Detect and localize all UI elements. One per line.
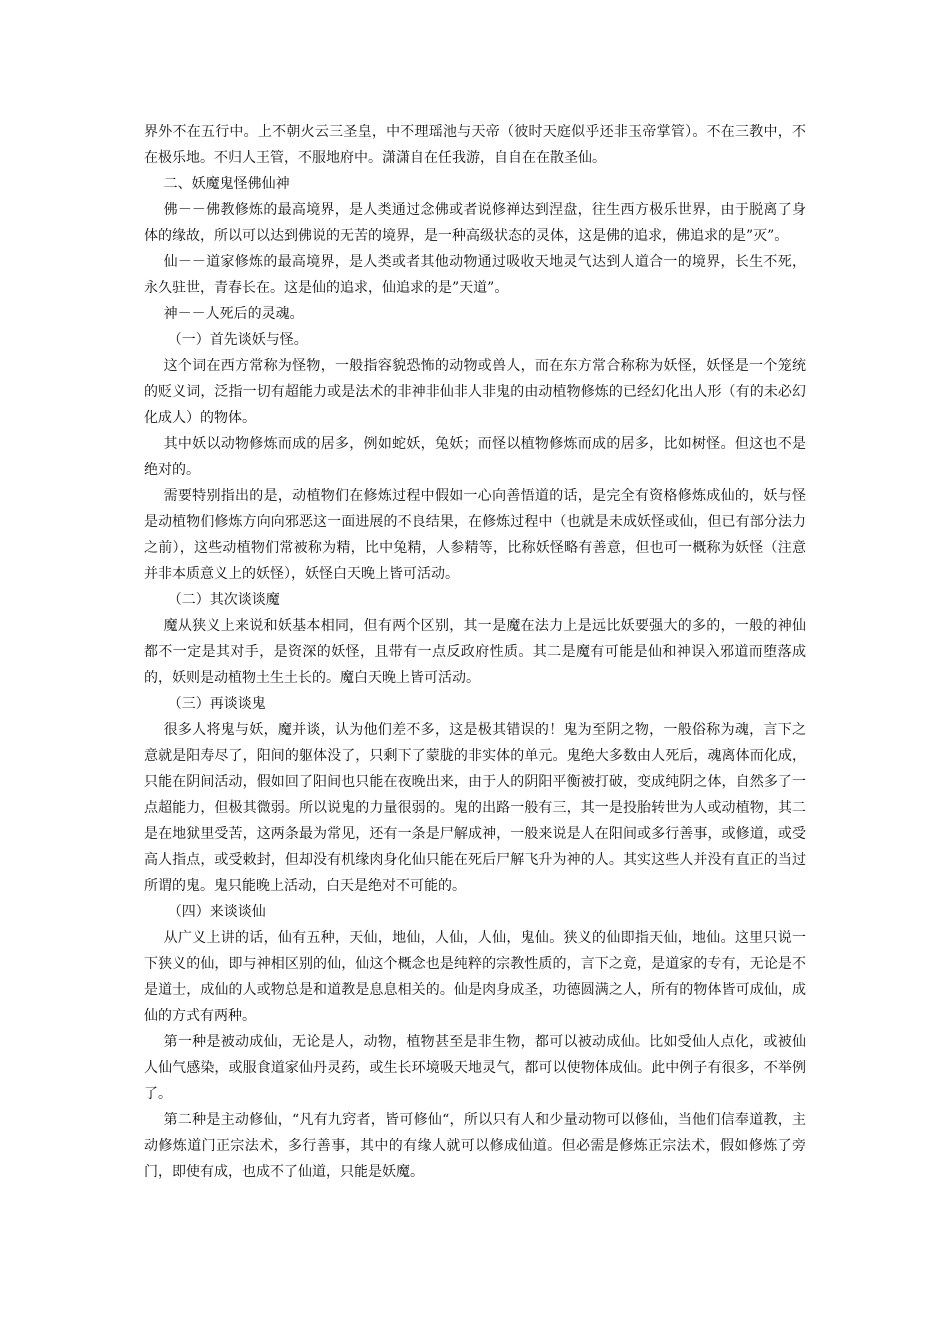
paragraph-continued: 界外不在五行中。上不朝火云三圣皇，中不理瑶池与天帝（彼时天庭似乎还非玉帝掌管）。不在三教中，不在极乐地。不归人王管，不服地府中。潇潇自在任我游，自自在在散圣仙。 [144, 124, 806, 166]
paragraph-xian-4: 第二种是主动修仙，“凡有九窍者，皆可修仙“，所以只有人和少量动物可以修仙，当他们信奉道教，主动修炼道门正宗法术，多行善事，其中的有缘人就可以修成仙道。但必需是修炼正宗法术，假如修炼了旁门，即使有成，也成不了仙道，只能是妖魔。 [144, 1112, 806, 1180]
subheading-mo: （二）其次谈谈魔 [167, 592, 280, 608]
paragraph-xian-3: 第一种是被动成仙，无论是人，动物，植物甚至是非生物，都可以被动成仙。比如受仙人点化，或被仙人仙气感染，或服食道家仙丹灵药，或生长环境吸天地灵气，都可以使物体成仙。此中例子有很多，不举例了。 [144, 1034, 806, 1102]
subheading-gui: （三）再谈谈鬼 [167, 696, 266, 712]
paragraph-yao-3: 需要特别指出的是，动植物们在修炼过程中假如一心向善悟道的话，是完全有资格修炼成仙的，妖与怪是动植物们修炼方向向邪恶这一面进展的不良结果，在修炼过程中（也就是未成妖怪或仙，但已有部分法力之前），这些动植物们常被称为精，比中兔精，人参精等，比称妖怪略有善意，但也可一概称为妖怪（注意并非本质意义上的妖怪），妖怪白天晚上皆可活动。 [144, 488, 806, 582]
paragraph-shen: 神－－人死后的灵魂。 [163, 306, 304, 322]
document-body [144, 119, 806, 1185]
subheading-yao-guai: （一）首先谈妖与怪。 [167, 332, 308, 348]
subheading-xian: （四）来谈谈仙 [167, 904, 266, 920]
paragraph-yao-2: 其中妖以动物修炼而成的居多，例如蛇妖，兔妖；而怪以植物修炼而成的居多，比如树怪。但这也不是绝对的。 [144, 436, 806, 478]
section-heading: 二、妖魔鬼怪佛仙神 [163, 176, 290, 192]
paragraph-yao-1: 这个词在西方常称为怪物，一般指容貌恐怖的动物或兽人，而在东方常合称称为妖怪，妖怪是一个笼统的贬义词，泛指一切有超能力或是法术的非神非仙非人非鬼的由动植物修炼的已经幻化出人形（有的未必幻化成人）的物体。 [144, 358, 806, 426]
paragraph-fo: 佛－－佛教修炼的最高境界，是人类通过念佛或者说修禅达到涅盘，往生西方极乐世界，由于脱离了身体的缘故，所以可以达到佛说的无苦的境界，是一种高级状态的灵体，这是佛的追求，佛追求的是”灭”。 [144, 202, 806, 244]
paragraph-xian-2: 从广义上讲的话，仙有五种，天仙，地仙，人仙，人仙，鬼仙。狭义的仙即指天仙，地仙。这里只说一下狭义的仙，即与神相区别的仙，仙这个概念也是纯粹的宗教性质的，言下之竟，是道家的专有，无论是不是道士，成仙的人或物总是和道教是息息相关的。仙是肉身成圣，功德圆满之人，所有的物体皆可成仙，成仙的方式有两种。 [144, 930, 806, 1024]
paragraph-gui: 很多人将鬼与妖，魔并谈，认为他们差不多，这是极其错误的！鬼为至阴之物，一般俗称为魂，言下之意就是阳寿尽了，阳间的躯体没了，只剩下了蒙胧的非实体的单元。鬼绝大多数由人死后，魂离体而化成，只能在阴间活动，假如回了阳间也只能在夜晚出来，由于人的阴阳平衡被打破，变成纯阴之体，自然多了一点超能力，但极其微弱。所以说鬼的力量很弱的。鬼的出路一般有三，其一是投胎转世为人或动植物，其二是在地狱里受苦，这两条最为常见，还有一条是尸解成神，一般来说是人在阳间或多行善事，或修道，或受高人指点，或受敕封，但却没有机缘肉身化仙只能在死后尸解飞升为神的人。其实这些人并没有直正的当过所谓的鬼。鬼只能晚上活动，白天是绝对不可能的。 [144, 722, 806, 894]
paragraph-xian: 仙－－道家修炼的最高境界，是人类或者其他动物通过吸收天地灵气达到人道合一的境界，长生不死，永久驻世，青春长在。这是仙的追求，仙追求的是”天道”。 [144, 254, 806, 296]
paragraph-mo: 魔从狭义上来说和妖基本相同，但有两个区别，其一是魔在法力上是远比妖要强大的多的，一般的神仙都不一定是其对手，是资深的妖怪，且带有一点反政府性质。其二是魔有可能是仙和神误入邪道而堕落成的，妖则是动植物土生土长的。魔白天晚上皆可活动。 [144, 618, 806, 686]
